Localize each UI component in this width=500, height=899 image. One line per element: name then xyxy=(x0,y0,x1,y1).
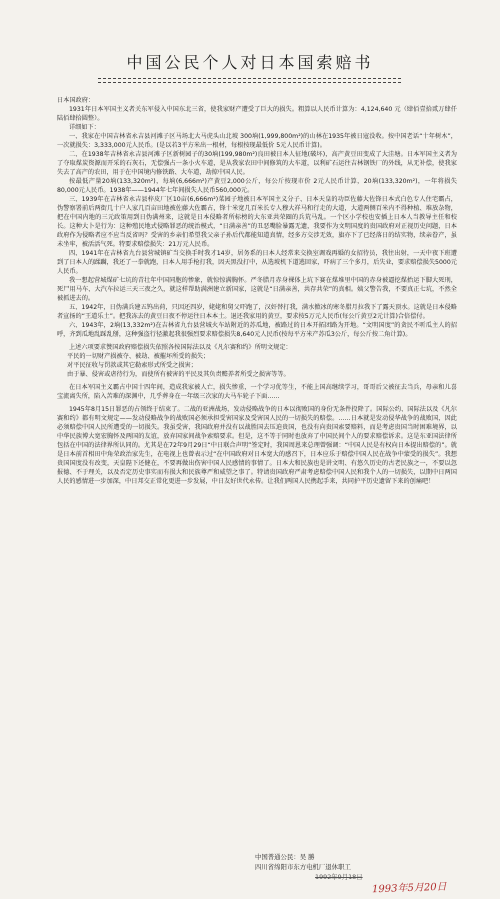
title-underline xyxy=(98,78,401,83)
claim-item: 四、1941年在吉林省九台县营城镇矿当交换手时我才14岁，居务系的日本人经常来交换室调戏再婚的女招待员，我往出射，一天中夜下班遭到了日本人的蹂躏，我还了一拳就跑，日本人用手枪打我，因天黑没打中，从选坡机下道逃回家，吓病了三个多月，后失业，要求赔偿损失5000元人民币。 xyxy=(57,250,457,275)
salutation: 日本国政府： xyxy=(57,97,95,104)
details-heading: 详细如下： xyxy=(69,124,100,131)
claim-item: 二、在1938年吉林省永吉县河滩子区新树园子的30垧(199,980m²)良田被日本人征地(破坏)，高产黄豆田变成了大洼塘。日本军国主义者为了夺取煤炭资源而开采的石灰石，无偿强占一条小火车道，是从我家农田中间修筑的大车道，以利矿石运往吉林钢铁厂的外线，从无补偿，使我家失去了高产的农田，用于在中国境内修铁路、大车道，劫掠中国人民。 xyxy=(57,151,457,176)
claim-item: 三、1939年在吉林省永吉县梓皮厂区10亩(6,666m²)菜园子地被日本军国主义分子、日本天皇的功臣佐藤大佐锋日本式白色专人住宅霸占，伪警察署前后两街几十户人家几百亩田地被佐藤大佐霸占，锋十米宽几百米长专人穆大祥马和行走的大道，大道两侧百米内不得种植、堆放杂物，把在中国内地的三元政策用到日伪满州来，这就是日本侵略者所标榜的大东亚共荣圈的兵荒马乱。一个区小学校也安插上日本人当教导主任和校长。这种大卜是行为：这种殖民地式侵略罪恶的统治模式，“日满亲善”的丑恶嘴脸暴露无遗，我要作为文明国度的贵国政府对正视历史问题，日本政府作为侵略者应不应当反省吗？受害的乡亲们希望我父亲子孙后代都能知道真情，经多方交涉无效，旗亦下了已经落日的结实物，续亲眷产，虽未坐牢，被活活气死。特要求赔偿损失：21万元人民币。 xyxy=(57,196,457,248)
claim-item: 按最低产量20垧(133,320m²)，每垧(6,666m²)产黄豆2,000公斤，每公斤按现市价 2元人民币计算，20垧(133,320m²)，一年将损失80,000元人民币。1938年——1944年七年间损失人民币560,000元。 xyxy=(57,178,457,194)
law-item: 由于暴、侵害或虐待行为，而使所有被害的平民及其负责赡养者所受之损害等等。 xyxy=(67,371,290,378)
claim-item: 六、1943年，2垧(13,332m²)在吉林省九台县营城火车站附近的苏瓜地，被路过的日本开拓团路为开地。“文明国度”的贪民不听瓜主人的招呼，齐到瓜地乱踩乱掰，这种强盗行径激起我很强烈要求赔偿损失8,640元人民币(按每平方米产苏瓜3公斤，每公斤按二角计算)。 xyxy=(57,322,457,338)
claim-item: 一、我家在中国吉林省永吉县河滩子区马场北大马虎头山北坡 300垧(1,999,800m²)的山林在1935年被日寇没收。按中国老话“十年树木”，一次就损失：3,333,000元人民币。(是以若3平方米出一根材，每根按现最低价 5元人民币计算)。 xyxy=(57,133,457,149)
law-item: 对平民征收与罚款或其它勒索形式所受之损害； xyxy=(67,362,197,369)
struck-date: 1992年9月18日 xyxy=(315,873,363,881)
signature-affiliation: 四川省绵阳市东方电机厂退休职工 xyxy=(255,863,351,871)
closing-paragraph: 在日本军国主义霸占中国十四年间，造成我家被人亡，损失惨重，一个学习优等生，不能上国高继续学习，哥哥后父被征去当兵，母亲和儿喜宝流离失所，陷入苦难的深渊中，几乎葬身在一年级三次家的大马车轮子下面…… xyxy=(57,384,457,400)
closing-paragraph: 1945年8月15日罪恶的占领终于结束了。二战的亚洲战场，发动侵略战争的日本以彻败国的身份无条件投降了。国际公约、国际法以及《凡尔赛和约》都有明文规定——发动侵略战争的战败国必须承担受害国家及受害国人民的一切损失的赔偿。……日本就是发动侵华战争的战败国，因此必须赔偿中国人民所遭受的一切损失。我虽受害，我国政府并没有以战胜国去压迫贵国，也没有向贵国索要赔料，而是考虑贵国当时困难境界，以中华民族博大宽宏胸怀及两国的友谊，放弃国家间战争索赔要求。但是，这不等于同时也放弃了中国民间个人的要求赔偿诉求。这是东亚国法律所包括在中国的法律界所认同的。尤其是在72年9月29日“中日联合声明”签定时，我国周恩来总理曾强调：“中国人民是有权向日本提出赔偿的”。就是日本前首相田中角荣政治家先生，在电视上也曾表示过“在中国政府对日本宽大的感召下，日本应乐于赔偿中国人民在战争中蒙受的损失”。我想贵国国度没有改变，天皇陛下还健在，不要再做出伤害中国人民感情的事情了。日本大和民族也是讲文明、有悠久历史的古老民族之一，不要以忽报德、不于理关，以及否定历史事实而有损大和民族尊严和威望之事了。特请贵国政府严肃考虑赔偿中国人民和我个人的一切损失，以期中日两国人民的感情进一步加深，中日邦交正常化更进一步发展，中日友好世代永传。让我们两国人民携起手来，共同护平历史遗留下来的创痛吧！ xyxy=(57,406,457,485)
claim-item: 五、1942年，日伪满兵建五钨出荷，只因还四岁，姥姥和舅父吓跑了，汉奸替打我，满水掀冰的寒冬腊月拉我下了露天顶水。这就是日本侵略者宣扬的“王道乐土”。把我冻去的黄豆日夜不停运往日本本土。退还我家用的黄豆，要求按5万元人民币(每公斤黄豆2元计算)合倍偿付。 xyxy=(57,304,457,320)
handwritten-date: 1993年5月20日 xyxy=(371,881,447,896)
law-item: 平民的一切财产损被夺、被劫、被摧坏所受的损失； xyxy=(67,353,210,360)
intro-paragraph: 1931年日本军国主义者关东军侵入中国东北三省，使我家财产遭受了巨大的损失。粗算以人民币计算为：4,124,640 元（肆佰壹拾贰万肆仟陆佰肆拾圆整）。 xyxy=(57,106,457,122)
claim-item: 我一想起营城煤矿七坑的青壮年中国同胞的惨象，就惊惊满胸怀。严冬腊月赤身裸体上坑下赛在煤堆里中国的赤身被逼挖煤抬运下脚大死刑，死尸用马车、大汽车拉运三天三夜之久，就这样帮助满洲建立新国家，这就是“日满亲善，共存共荣”的真相。姨父警告我，不要真正七坑，不然全被抓进去的。 xyxy=(57,277,457,302)
document-title: 中国公民个人对日本国索赔书 xyxy=(126,53,374,72)
signature-name: 中国普通公民：吴 勝 xyxy=(255,853,315,861)
document-body xyxy=(57,96,457,486)
law-intro: 上述六项要求赞国政府赔偿损失依照各按国际法以及《凡尔赛和约》所明文规定： xyxy=(69,344,292,351)
